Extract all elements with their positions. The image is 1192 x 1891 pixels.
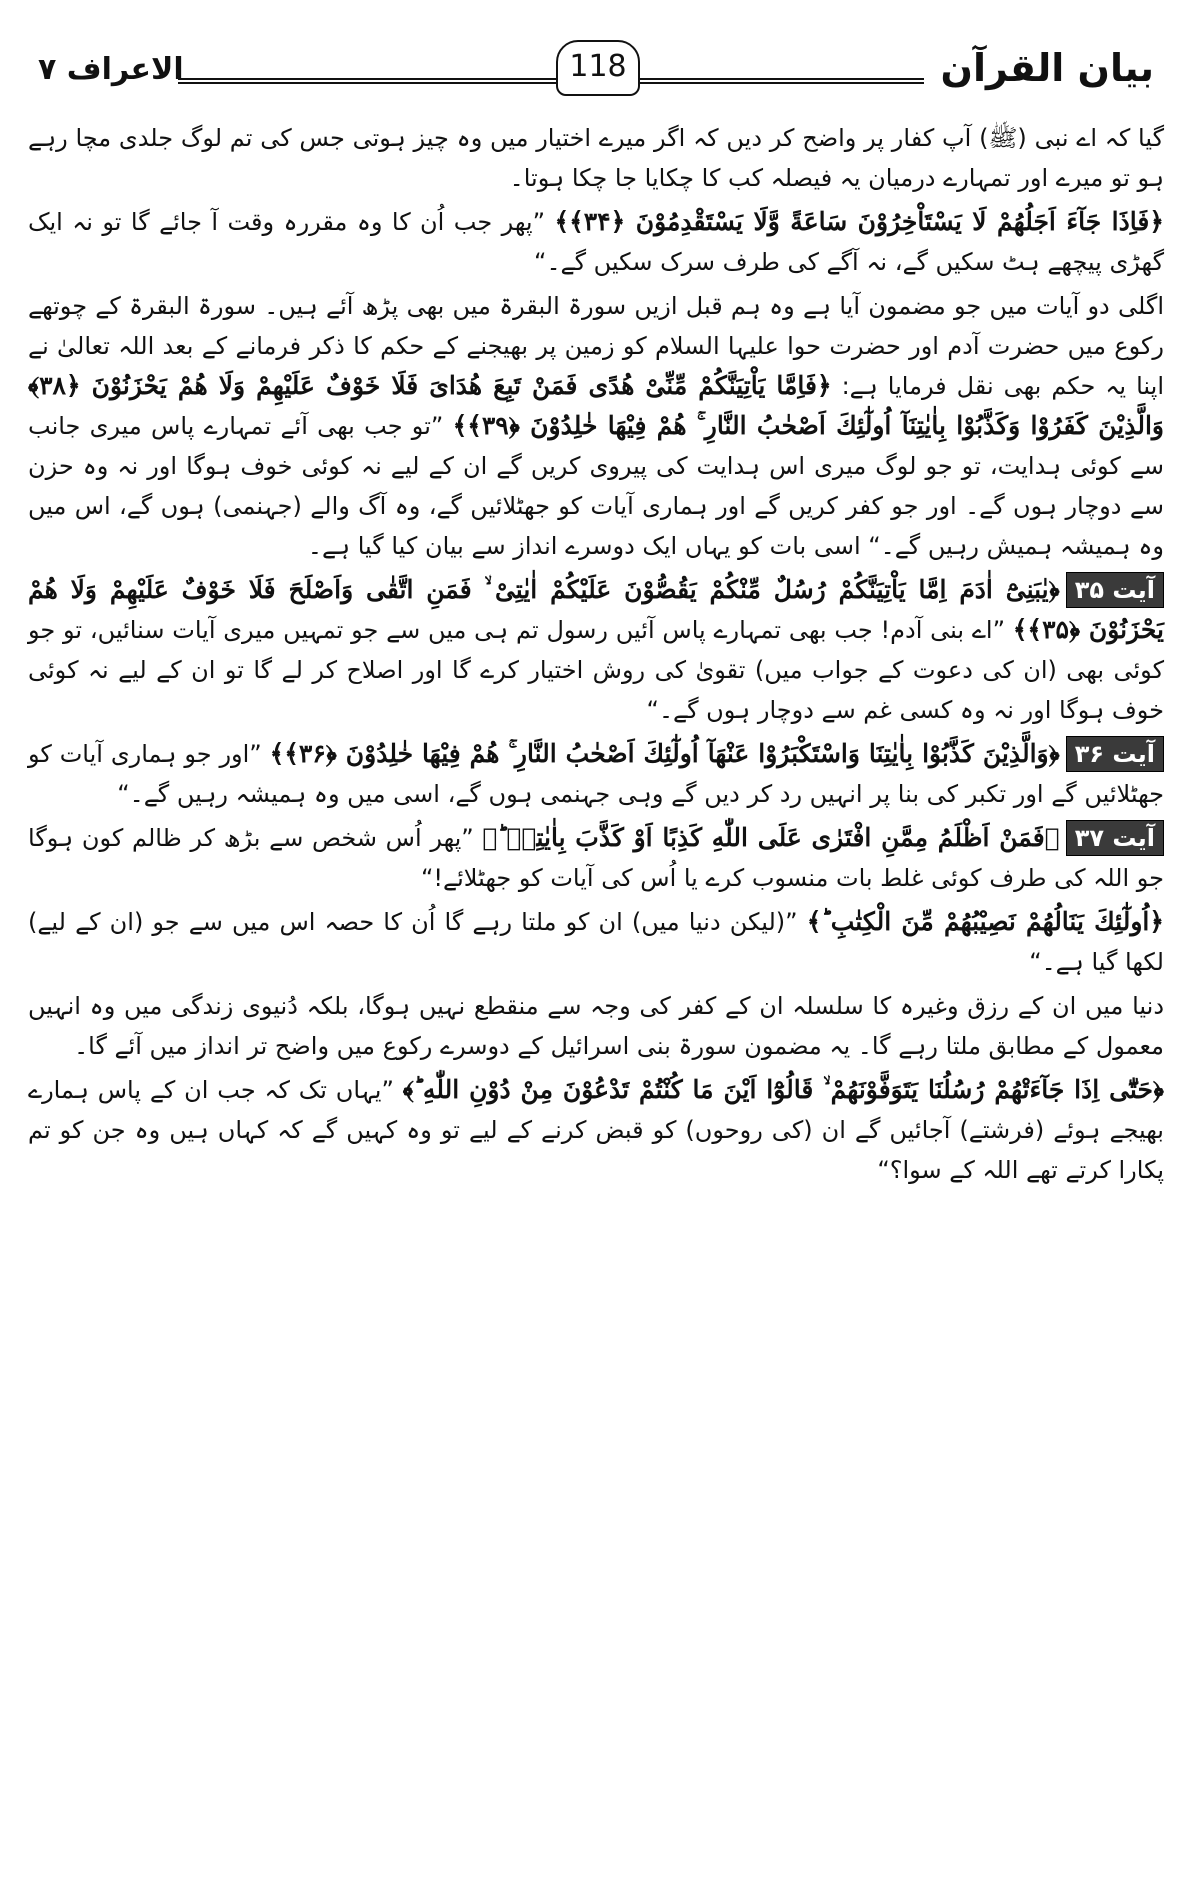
ayah-label: آیت ۳۶ bbox=[1066, 736, 1164, 772]
paragraph bbox=[28, 286, 1164, 566]
paragraph bbox=[28, 734, 1164, 814]
translation-text: ”(لیکن دنیا میں) ان کو ملتا رہے گا اُن کا حصہ اس میں سے جو (ان کے لیے) لکھا گیا ہے۔“ bbox=[28, 908, 1164, 976]
quran-verse: ﴿یٰبَنِیْٓ اٰدَمَ اِمَّا یَاْتِیَنَّكُمْ رُسُلٌ مِّنْكُمْ یَقُصُّوْنَ عَلَیْكُمْ اٰیٰتِیْ ۙ فَمَنِ اتَّقٰی وَاَصْلَحَ فَلَا خَوْفٌ عَلَیْهِمْ وَلَا هُمْ یَحْزَنُوْنَ ﴿۳۵﴾﴾ bbox=[28, 575, 1164, 644]
paragraph bbox=[28, 202, 1164, 282]
paragraph bbox=[28, 570, 1164, 730]
paragraph bbox=[28, 902, 1164, 982]
book-title: بیان القرآن bbox=[940, 46, 1154, 90]
quran-verse: ﴿فَاِذَا جَآءَ اَجَلُهُمْ لَا یَسْتَاْخِرُوْنَ سَاعَةً وَّلَا یَسْتَقْدِمُوْنَ ﴿۳۴﴾﴾ bbox=[554, 207, 1164, 236]
translation-text: ”تو جب بھی آئے تمہارے پاس میری جانب سے کوئی ہدایت، تو جو لوگ میری اس ہدایت کی پیروی کریں گے ان کے لیے نہ کوئی خوف ہوگا اور نہ وہ حزن سے دوچار ہوں گے۔ اور جو کفر کریں گے اور ہماری آیات کو جھٹلائیں گے، وہ آگ والے (جہنمی) ہوں گے، اس میں وہ ہمیشہ ہمیش رہیں گے۔“ اسی بات کو یہاں ایک دوسرے انداز سے بیان کیا گیا ہے۔ bbox=[28, 412, 1164, 560]
page bbox=[28, 40, 1164, 1870]
quran-verse: ﴿حَتّٰٓی اِذَا جَآءَتْهُمْ رُسُلُنَا یَتَوَفَّوْنَهُمْ ۙ قَالُوْٓا اَیْنَ مَا كُنْتُمْ تَدْعُوْنَ مِنْ دُوْنِ اللّٰهِ ؕ﴾ bbox=[402, 1075, 1164, 1104]
header-rule bbox=[178, 78, 924, 84]
quran-verse: ﴿اُولٰٓئِكَ یَنَالُهُمْ نَصِیْبُهُمْ مِّنَ الْكِتٰبِ ؕ﴾ bbox=[806, 907, 1164, 936]
translation-text: ”پھر جب اُن کا وہ مقررہ وقت آ جائے گا تو نہ ایک گھڑی پیچھے ہٹ سکیں گے، نہ آگے کی طرف سرک سکیں گے۔“ bbox=[28, 208, 1164, 276]
page-number: 118 bbox=[556, 40, 640, 96]
quran-verse: ﴿وَالَّذِیْنَ كَذَّبُوْا بِاٰیٰتِنَا وَاسْتَكْبَرُوْا عَنْهَآ اُولٰٓئِكَ اَصْحٰبُ النَّارِ ۚ هُمْ فِیْهَا خٰلِدُوْنَ ﴿۳۶﴾﴾ bbox=[269, 739, 1060, 768]
paragraph bbox=[28, 118, 1164, 198]
translation-text: اگلی دو آیات میں جو مضمون آیا ہے وہ ہم قبل ازیں سورۃ البقرۃ میں بھی پڑھ آئے ہیں۔ سورۃ البقرۃ کے چوتھے رکوع میں حضرت آدم اور حضرت حوا علیہا السلام کو زمین پر بھیجنے کے حکم کا ذکر فرمانے کے بعد اللہ تعالیٰ نے اپنا یہ حکم بھی نقل فرمایا ہے: bbox=[28, 292, 1164, 400]
translation-text: ”یہاں تک کہ جب ان کے پاس ہمارے بھیجے ہوئے (فرشتے) آجائیں گے ان (کی روحوں) کو قبض کرنے کے لیے تو وہ کہیں گے کہ کہاں ہیں وہ جن کو تم پکارا کرتے تھے اللہ کے سوا؟“ bbox=[28, 1076, 1164, 1184]
page-header bbox=[28, 40, 1164, 110]
surah-title: الاعراف ۷ bbox=[38, 52, 184, 87]
translation-text: ”اے بنی آدم! جب بھی تمہارے پاس آئیں رسول تم ہی میں سے جو تمہیں میری آیات سنائیں، تو جو کوئی بھی (ان کی دعوت کے جواب میں) تقویٰ کی روش اختیار کرے گا اور اصلاح کر لے گا تو ان کے لیے نہ کوئی خوف ہوگا اور نہ وہ کسی غم سے دوچار ہوں گے۔“ bbox=[28, 616, 1164, 724]
paragraph bbox=[28, 818, 1164, 898]
quran-verse: ﴿فَاِمَّا یَاْتِیَنَّكُمْ مِّنِّیْ هُدًی فَمَنْ تَبِعَ هُدَایَ فَلَا خَوْفٌ عَلَیْهِمْ وَلَا هُمْ یَحْزَنُوْنَ ﴿۳۸﴾ وَالَّذِیْنَ كَفَرُوْا وَكَذَّبُوْا بِاٰیٰتِنَآ اُولٰٓئِكَ اَصْحٰبُ النَّارِ ۚ هُمْ فِیْهَا خٰلِدُوْنَ ﴿۳۹﴾﴾ bbox=[28, 371, 1164, 440]
paragraph bbox=[28, 986, 1164, 1066]
quran-verse: ﴿فَمَنْ اَظْلَمُ مِمَّنِ افْتَرٰی عَلَی اللّٰهِ كَذِبًا اَوْ كَذَّبَ بِاٰیٰتِهٖ ؕ﴾ bbox=[482, 823, 1060, 852]
ayah-label: آیت ۳۵ bbox=[1066, 572, 1164, 608]
body-text bbox=[28, 118, 1164, 1194]
ayah-label: آیت ۳۷ bbox=[1066, 820, 1164, 856]
translation-text: دنیا میں ان کے رزق وغیرہ کا سلسلہ ان کے کفر کی وجہ سے منقطع نہیں ہوگا، بلکہ دُنیوی زندگی میں وہ انہیں معمول کے مطابق ملتا رہے گا۔ یہ مضمون سورۃ بنی اسرائیل کے دوسرے رکوع میں واضح تر انداز میں آئے گا۔ bbox=[28, 992, 1164, 1060]
translation-text: ”اور جو ہماری آیات کو جھٹلائیں گے اور تکبر کی بنا پر انہیں رد کر دیں گے وہی جہنمی ہوں گے، اسی میں وہ ہمیشہ رہیں گے۔“ bbox=[28, 740, 1164, 808]
translation-text: ”پھر اُس شخص سے بڑھ کر ظالم کون ہوگا جو اللہ کی طرف کوئی غلط بات منسوب کرے یا اُس کی آیات کو جھٹلائے!“ bbox=[28, 824, 1164, 892]
translation-text: گیا کہ اے نبی (ﷺ) آپ کفار پر واضح کر دیں کہ اگر میرے اختیار میں وہ چیز ہوتی جس کی تم لوگ جلدی مچا رہے ہو تو میرے اور تمہارے درمیان یہ فیصلہ کب کا چکایا جا چکا ہوتا۔ bbox=[28, 124, 1164, 192]
paragraph bbox=[28, 1070, 1164, 1190]
